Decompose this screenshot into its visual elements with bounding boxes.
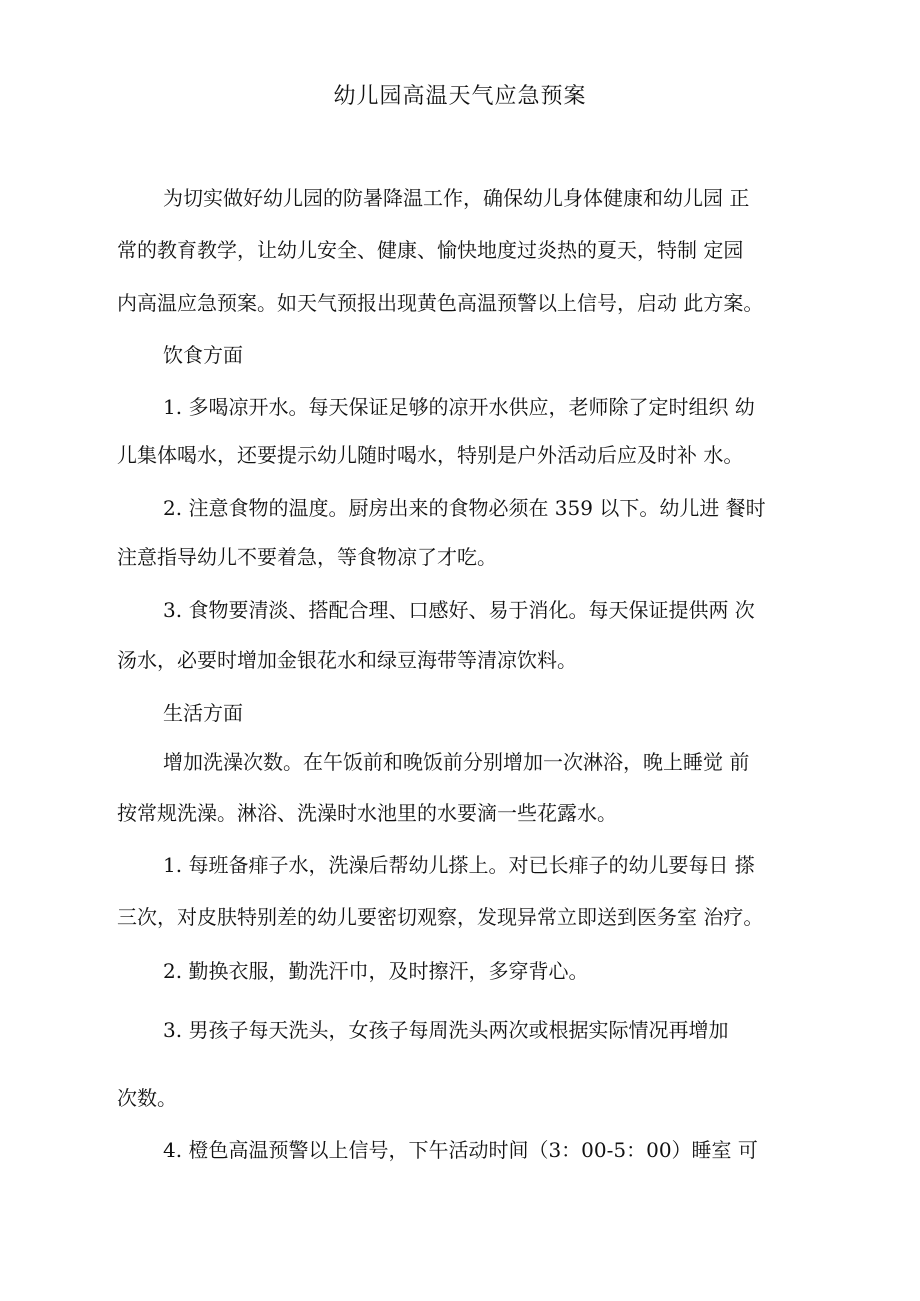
text-line: 3. 食物要清淡、搭配合理、口感好、易于消化。每天保证提供两 次 (163, 598, 755, 622)
text-line: 汤水，必要时增加金银花水和绿豆海带等清凉饮料。 (117, 648, 577, 672)
text-line: 4. 橙色高温预警以上信号，下午活动时间（3：00-5：00）睡室 可 (163, 1138, 758, 1162)
text-line: 1. 每班备痱子水，洗澡后帮幼儿搽上。对已长痱子的幼儿要每日 搽 (163, 853, 755, 877)
text-line: 2. 勤换衣服，勤洗汗巾，及时擦汗，多穿背心。 (163, 959, 589, 983)
text-line: 增加洗澡次数。在午饭前和晚饭前分别增加一次淋浴，晚上睡觉 前 (163, 750, 750, 774)
text-line: 2. 注意食物的温度。厨房出来的食物必须在 359 以下。幼儿进 餐时 (163, 496, 766, 520)
text-line: 常的教育教学，让幼儿安全、健康、愉快地度过炎热的夏天，特制 定园 (117, 238, 744, 262)
text-line: 三次，对皮肤特别差的幼儿要密切观察，发现异常立即送到医务室 治疗。 (117, 905, 764, 929)
text-line: 次数。 (117, 1086, 177, 1110)
text-line: 为切实做好幼儿园的防暑降温工作，确保幼儿身体健康和幼儿园 正 (163, 186, 750, 210)
document-title: 幼儿园高温天气应急预案 (333, 84, 587, 109)
text-line: 内高温应急预案。如天气预报出现黄色高温预警以上信号，启动 此方案。 (117, 291, 764, 315)
text-line: 注意指导幼儿不要着急，等食物凉了才吃。 (117, 545, 497, 569)
text-line: 1. 多喝凉开水。每天保证足够的凉开水供应，老师除了定时组织 幼 (163, 395, 755, 419)
text-line: 儿集体喝水，还要提示幼儿随时喝水，特别是户外活动后应及时补 水。 (117, 443, 744, 467)
text-line: 3. 男孩子每天洗头，女孩子每周洗头两次或根据实际情况再增加 (163, 1018, 729, 1042)
section-heading: 饮食方面 (163, 343, 243, 367)
section-heading: 生活方面 (163, 701, 243, 725)
text-line: 按常规洗澡。淋浴、洗澡时水池里的水要滴一些花露水。 (117, 801, 617, 825)
